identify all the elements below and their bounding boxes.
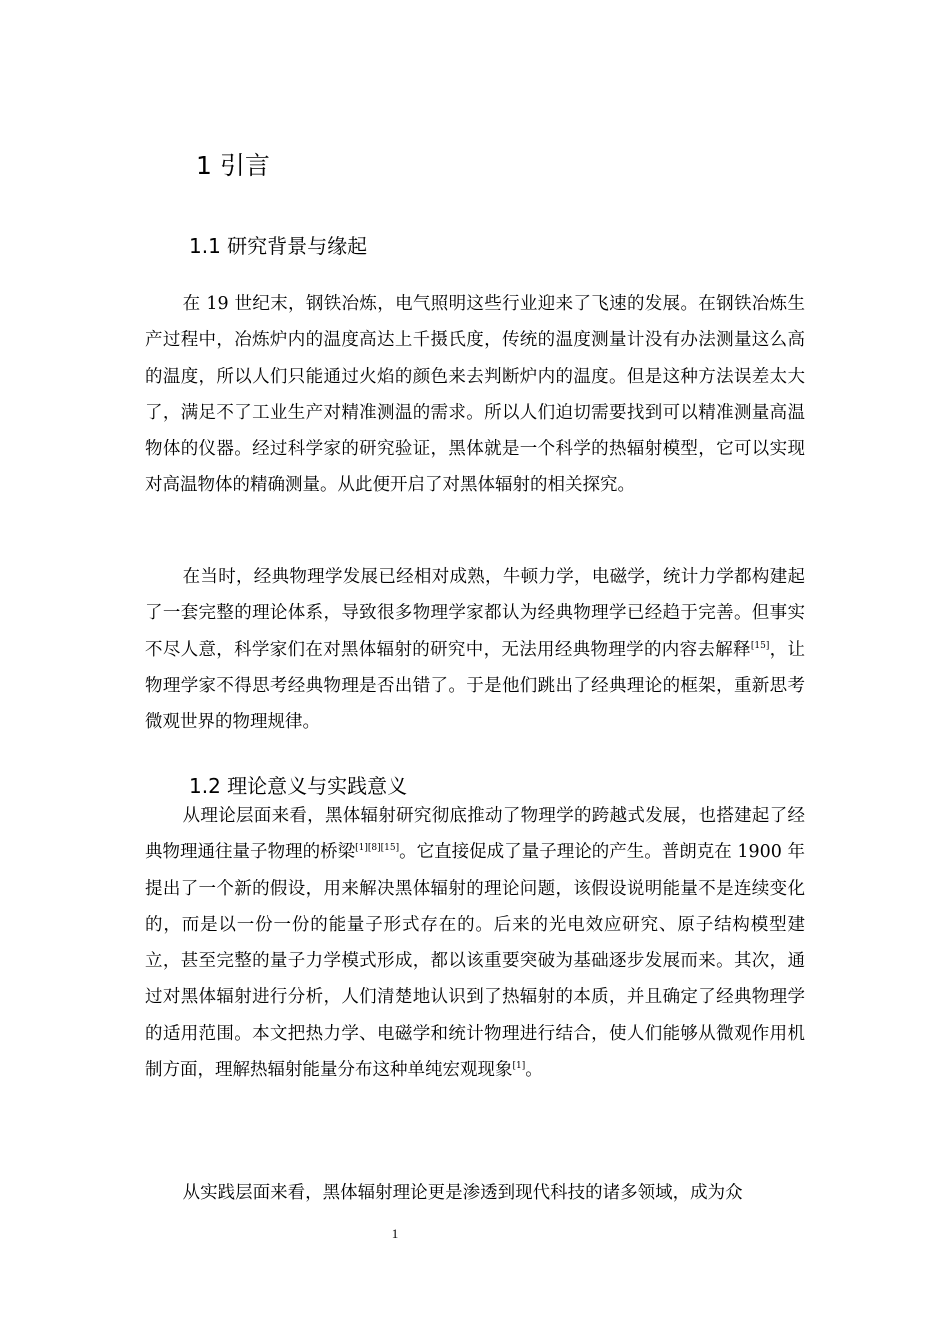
page-number: 1 — [391, 1226, 399, 1241]
paragraph-text: 。它直接促成了量子理论的产生。普朗克在 1900 年提出了一个新的假设，用来解决黑体辐射的理论问题，该假设说明能量不是连续变化的，而是以一份一份的能量子形式存在的。后来的光电效应研究、原子结构模型建立，甚至完整的量子力学模式形成，都以该重要突破为基础逐步发展而来。其次，通过对黑体辐射进行分析，人们清楚地认识到了热辐射的本质，并且确定了经典物理学的适用范围。本文把热力学、电磁学和统计物理进行结合，使人们能够从微观作用机制方面，理解热辐射能量分布这种单纯宏观现象 — [145, 842, 805, 1081]
paragraph-text: 从理论层面来看，黑体辐射研究彻底推动了物理学的跨越式发展，也搭建起了经典物理通往量子物理的桥梁 — [145, 806, 805, 863]
paragraph-significance-1 — [145, 798, 805, 1088]
citation: [15] — [750, 640, 770, 651]
paragraph-significance-2 — [145, 1175, 805, 1211]
citation: [1] — [512, 1061, 526, 1072]
paragraph-background-2 — [145, 559, 805, 740]
paragraph-background-1 — [145, 286, 805, 504]
paragraph-text: 。 — [525, 1060, 543, 1081]
paragraph-text: 在 19 世纪末，钢铁冶炼，电气照明这些行业迎来了飞速的发展。在钢铁冶炼生产过程中，冶炼炉内的温度高达上千摄氏度，传统的温度测量计没有办法测量这么高的温度，所以人们只能通过火焰的颜色来去判断炉内的温度。但是这种方法误差太大了，满足不了工业生产对精准测温的需求。所以人们迫切需要找到可以精准测量高温物体的仪器。经过科学家的研究验证，黑体就是一个科学的热辐射模型，它可以实现对高温物体的精确测量。从此便开启了对黑体辐射的相关探究。 — [145, 294, 805, 496]
section-heading-1-2: 1.2 理论意义与实践意义 — [189, 774, 408, 798]
citation: [1][8][15] — [355, 843, 400, 854]
chapter-title: 1 引言 — [196, 151, 270, 180]
section-heading-1-1: 1.1 研究背景与缘起 — [189, 234, 368, 258]
paragraph-text: ，让物理学家不得思考经典物理是否出错了。于是他们跳出了经典理论的框架，重新思考微观世界的物理规律。 — [145, 639, 805, 733]
paragraph-text: 从实践层面来看，黑体辐射理论更是渗透到现代科技的诸多领域，成为众 — [182, 1183, 743, 1203]
paragraph-text: 在当时，经典物理学发展已经相对成熟，牛顿力学，电磁学，统计力学都构建起了一套完整的理论体系，导致很多物理学家都认为经典物理学已经趋于完善。但事实不尽人意，科学家们在对黑体辐射的研究中，无法用经典物理学的内容去解释 — [145, 567, 805, 660]
